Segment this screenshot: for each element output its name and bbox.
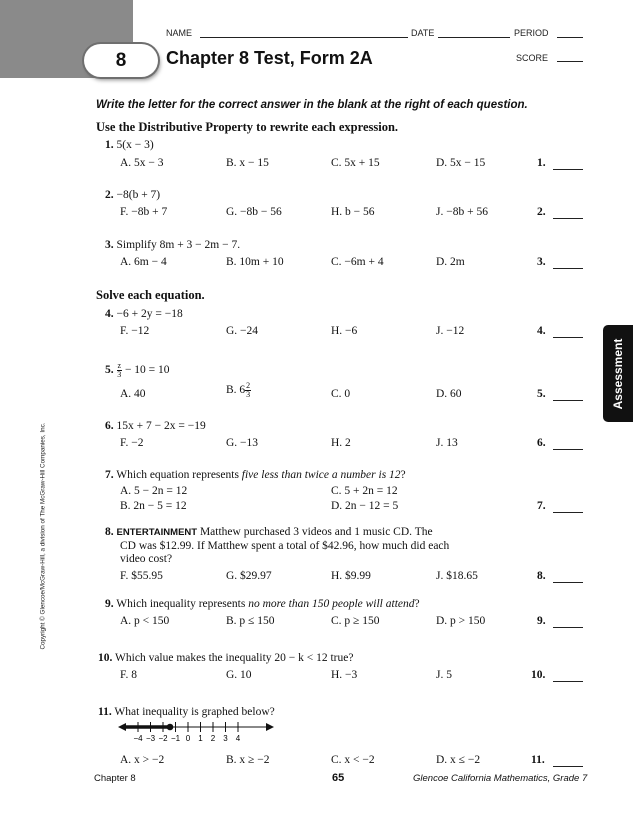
question-2	[105, 189, 160, 201]
choice-a: A. p < 150	[120, 615, 170, 627]
choice-d: D. 2n − 12 = 5	[331, 500, 399, 512]
number-line-tick-label: −3	[145, 734, 156, 743]
page-number: 65	[332, 772, 345, 784]
answer-number: 4.	[537, 325, 546, 337]
topic-tag: ENTERTAINMENT	[116, 527, 198, 538]
choice-b: B. p ≤ 150	[226, 615, 275, 627]
number-line-right-arrow	[266, 723, 274, 731]
question-number: 6.	[105, 420, 114, 432]
question-number: 3.	[105, 239, 114, 251]
choice-c: C. 0	[331, 388, 351, 400]
choice-d: D. p > 150	[436, 615, 486, 627]
choice-j: J. −8b + 56	[436, 206, 488, 218]
number-line-tick-label: 2	[210, 734, 216, 743]
score-label: SCORE	[516, 53, 549, 63]
number-line	[118, 718, 278, 744]
footer-chapter: Chapter 8	[94, 773, 136, 784]
answer-blank-10[interactable]	[553, 681, 583, 682]
choice-f: F. −12	[120, 325, 150, 337]
question-text: What inequality is graphed below?	[114, 706, 275, 718]
choice-f: F. −8b + 7	[120, 206, 168, 218]
question-number: 8.	[105, 526, 114, 538]
answer-blank-3[interactable]	[553, 268, 583, 269]
choice-d: D. 5x − 15	[436, 157, 486, 169]
choice-a: A. 40	[120, 388, 146, 400]
choice-g: G. −24	[226, 325, 259, 337]
period-field[interactable]	[557, 37, 583, 38]
choice-d: D. 60	[436, 388, 462, 400]
choice-h: H. $9.99	[331, 570, 371, 582]
choice-f: F. 8	[120, 669, 137, 681]
choice-h: H. b − 56	[331, 206, 375, 218]
number-line-closed-point	[167, 724, 174, 731]
question-number: 11.	[98, 706, 112, 718]
question-text: −8(b + 7)	[116, 189, 161, 201]
question-number: 1.	[105, 139, 114, 151]
answer-number: 9.	[537, 615, 546, 627]
question-1	[105, 139, 154, 151]
score-field[interactable]	[557, 61, 583, 62]
choice-c: C. x < −2	[331, 754, 375, 766]
choice-h: H. −6	[331, 325, 358, 337]
answer-blank-11[interactable]	[553, 766, 583, 767]
number-line-tick-label: 0	[185, 734, 191, 743]
choice-j: J. −12	[436, 325, 465, 337]
choice-b: B. 6 $\frac{2}{3}$	[226, 381, 251, 399]
answer-blank-1[interactable]	[553, 169, 583, 170]
question-number: 9.	[105, 598, 114, 610]
answer-blank-6[interactable]	[553, 449, 583, 450]
answer-blank-4[interactable]	[553, 337, 583, 338]
number-line-tick-label: −4	[133, 734, 143, 743]
choice-a: A. 5 − 2n = 12	[120, 485, 188, 497]
answer-number: 5.	[537, 388, 546, 400]
section-heading-distributive: Use the Distributive Property to rewrite each expression.	[96, 120, 399, 134]
choice-h: H. 2	[331, 437, 351, 449]
answer-blank-5[interactable]	[553, 400, 583, 401]
question-text: Which value makes the inequality 20 − k < 12 true?	[115, 652, 354, 664]
page-title: Chapter 8 Test, Form 2A	[166, 48, 373, 68]
answer-number: 6.	[537, 437, 546, 449]
date-label: DATE	[411, 28, 435, 38]
choice-g: G. $29.97	[226, 570, 272, 582]
choice-c: C. 5 + 2n = 12	[331, 485, 398, 497]
choice-g: G. −13	[226, 437, 259, 449]
period-label: PERIOD	[514, 28, 549, 38]
number-line-tick-label: 1	[198, 734, 203, 743]
choice-d: D. 2m	[436, 256, 465, 268]
question-8-line-2: CD was $12.99. If Matthew spent a total of $42.96, how much did each	[120, 540, 450, 552]
choice-a: A. 5x − 3	[120, 157, 164, 169]
number-line-tick-label: −2	[158, 734, 168, 743]
question-number: 10.	[98, 652, 113, 664]
footer-book-title: Glencoe California Mathematics, Grade 7	[413, 773, 588, 784]
question-6	[105, 420, 206, 432]
question-number: 4.	[105, 308, 114, 320]
question-text: −6 + 2y = −18	[116, 308, 183, 320]
date-field[interactable]	[438, 37, 510, 38]
question-9: 9. Which inequality represents no more than 150 people will attend?	[105, 598, 420, 610]
number-line-tick-label: 3	[223, 734, 228, 743]
choice-f: F. −2	[120, 437, 144, 449]
choice-j: J. 13	[436, 437, 458, 449]
question-text: − 10 = 10	[124, 364, 170, 377]
question-10	[98, 652, 353, 664]
name-label: NAME	[166, 28, 193, 38]
answer-blank-8[interactable]	[553, 582, 583, 583]
choice-a: A. x > −2	[120, 754, 165, 766]
copyright-notice: Copyright © Glencoe/McGraw-Hill, a division of The McGraw-Hill Companies, Inc.	[39, 422, 47, 650]
fraction: $\frac{z}{3}$	[117, 361, 122, 379]
chapter-number: 8	[115, 50, 127, 71]
question-8: 8. ENTERTAINMENT Matthew purchased 3 videos and 1 music CD. The	[105, 526, 433, 538]
choice-b: B. 2n − 5 = 12	[120, 500, 187, 512]
question-text: 5(x − 3)	[116, 139, 154, 151]
question-5	[105, 362, 170, 379]
assessment-tab-label: Assessment	[611, 338, 625, 409]
choice-b: B. x ≥ −2	[226, 754, 270, 766]
question-4	[105, 308, 183, 320]
instructions: Write the letter for the correct answer in the blank at the right of each question.	[96, 99, 528, 111]
answer-number: 3.	[537, 256, 546, 268]
section-heading-solve: Solve each equation.	[96, 288, 205, 302]
choice-c: C. −6m + 4	[331, 256, 384, 268]
answer-number: 7.	[537, 500, 546, 512]
choice-b: B. x − 15	[226, 157, 269, 169]
choice-d: D. x ≤ −2	[436, 754, 481, 766]
question-7: 7. Which equation represents five less than twice a number is 12?	[105, 469, 406, 481]
answer-number: 8.	[537, 570, 546, 582]
answer-number: 2.	[537, 206, 546, 218]
answer-blank-7[interactable]	[553, 512, 583, 513]
answer-number: 10.	[531, 669, 546, 681]
question-number: 5.	[105, 364, 114, 377]
choice-a: A. 6m − 4	[120, 256, 167, 268]
choice-b: B. 10m + 10	[226, 256, 284, 268]
question-number: 7.	[105, 469, 114, 481]
choice-g: G. 10	[226, 669, 252, 681]
choice-f: F. $55.95	[120, 570, 163, 582]
answer-blank-2[interactable]	[553, 218, 583, 219]
answer-number: 11.	[531, 754, 545, 766]
question-3	[105, 239, 240, 251]
question-text: Simplify 8m + 3 − 2m − 7.	[116, 239, 241, 251]
choice-c: C. p ≥ 150	[331, 615, 380, 627]
choice-g: G. −8b − 56	[226, 206, 282, 218]
choice-c: C. 5x + 15	[331, 157, 380, 169]
question-number: 2.	[105, 189, 114, 201]
answer-blank-9[interactable]	[553, 627, 583, 628]
answer-number: 1.	[537, 157, 546, 169]
question-8-line-3: video cost?	[120, 553, 173, 565]
choice-j: J. 5	[436, 669, 452, 681]
name-field[interactable]	[200, 37, 408, 38]
number-line-tick-label: 4	[235, 734, 241, 743]
choice-h: H. −3	[331, 669, 358, 681]
question-11	[98, 706, 275, 718]
number-line-tick-label: −1	[170, 734, 181, 743]
choice-j: J. $18.65	[436, 570, 478, 582]
question-text: 15x + 7 − 2x = −19	[116, 420, 206, 432]
